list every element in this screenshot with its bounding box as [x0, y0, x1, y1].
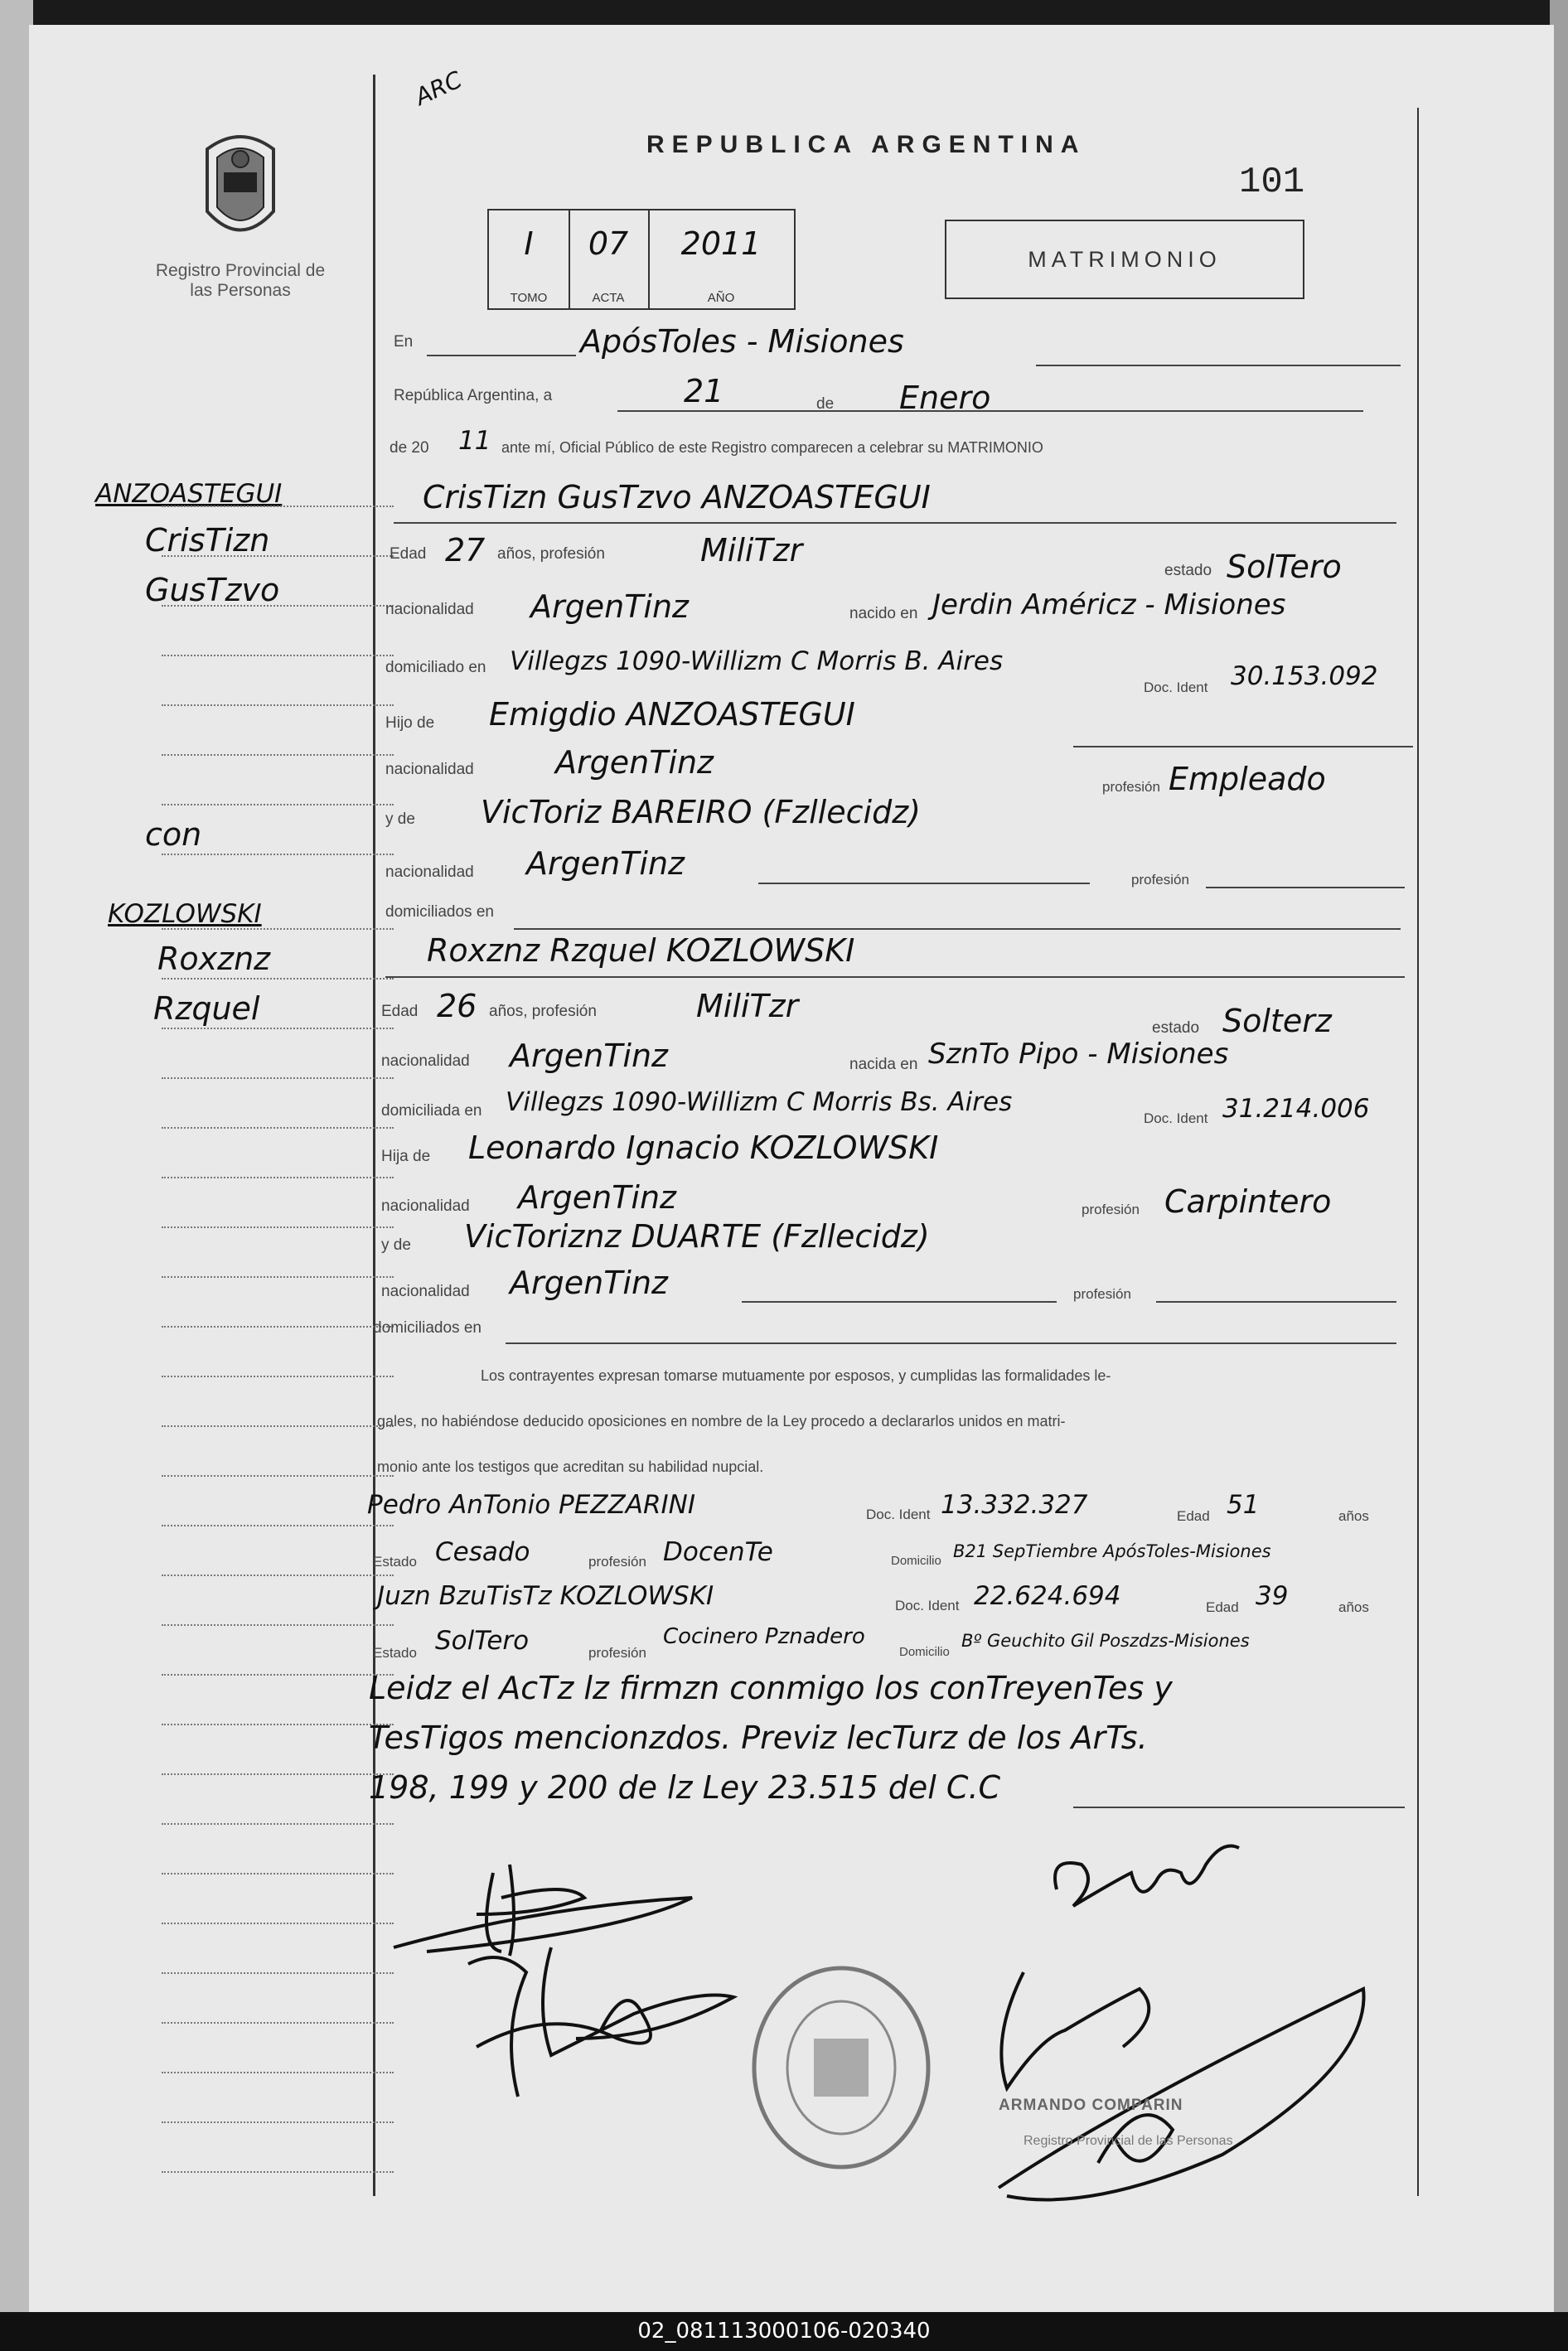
record-type: MATRIMONIO — [1028, 246, 1222, 272]
tomo-caption: TOMO — [510, 291, 548, 305]
label-nacionalidad: nacionalidad — [385, 601, 474, 618]
margin-line — [162, 1475, 394, 1477]
bride-name: Roxznz Rzquel KOZLOWSKI — [427, 932, 855, 969]
registry-seal — [191, 124, 290, 249]
label-witness-edad: Edad — [1206, 1599, 1239, 1615]
margin-line — [162, 2121, 394, 2123]
witness-1-address: B21 SepTiembre ApósToles-Misiones — [953, 1541, 1271, 1561]
witness-1-age: 51 — [1227, 1490, 1260, 1520]
margin-line — [162, 1127, 394, 1129]
label-edad: Edad — [381, 1003, 419, 1020]
label-profesion: profesión — [1073, 1286, 1131, 1302]
margin-with: con — [145, 816, 202, 853]
declaration-line-2: gales, no habiéndose deducido oposiciones en nombre de la Ley procedo a declararlos unidos en matri- — [377, 1413, 1066, 1429]
line — [427, 355, 576, 356]
label-hija-de: Hija de — [381, 1148, 431, 1165]
month: Enero — [899, 380, 991, 416]
margin-line — [162, 1376, 394, 1377]
witness-1-signature — [452, 1931, 750, 2134]
label-y-de: y de — [385, 810, 415, 828]
bride-civil-status: Solterz — [1222, 1003, 1332, 1039]
label-nacionalidad: nacionalidad — [385, 761, 474, 778]
ano-caption: AÑO — [707, 291, 735, 305]
margin-line — [162, 1624, 394, 1626]
margin-line — [162, 854, 394, 855]
margin-line — [162, 978, 394, 980]
margin-bride-given2: Rzquel — [153, 990, 260, 1027]
bride-nationality: ArgenTinz — [510, 1038, 669, 1074]
bride-father-nationality: ArgenTinz — [518, 1179, 677, 1216]
groom-profession: MiliTzr — [700, 532, 803, 568]
label-estado: estado — [1152, 1019, 1200, 1037]
registry-name: Registro Provincial de las Personas — [155, 261, 326, 300]
statement: ante mí, Oficial Público de este Registro comparecen a celebrar su MATRIMONIO — [501, 439, 1043, 456]
acta-value: 07 — [588, 225, 629, 262]
label-domiciliados-en: domiciliados en — [373, 1319, 482, 1337]
groom-mother: VicToriz BAREIRO (Fzllecidz) — [481, 794, 921, 830]
label-witness-domicilio: Domicilio — [899, 1645, 950, 1659]
margin-line — [162, 1425, 394, 1427]
ano-cell — [648, 210, 794, 308]
closing-line-3: 198, 199 y 200 de lz Ley 23.515 del C.C — [369, 1769, 1001, 1806]
witness-1-dni: 13.332.327 — [941, 1490, 1088, 1520]
label-anos-profesion: años, profesión — [497, 545, 605, 563]
label-profesion: profesión — [1082, 1202, 1140, 1217]
margin-line — [162, 1923, 394, 1924]
label-domiciliado-en: domiciliado en — [385, 659, 486, 676]
margin-line — [162, 754, 394, 756]
ano-value: 2011 — [680, 225, 762, 262]
place: ApósToles - Misiones — [580, 323, 904, 360]
margin-line — [162, 1226, 394, 1228]
bride-address: Villegzs 1090-Willizm C Morris Bs. Aires — [506, 1087, 1013, 1117]
margin-line — [162, 928, 394, 930]
margin-line — [162, 1177, 394, 1178]
margin-line — [162, 2022, 394, 2024]
margin-line — [162, 605, 394, 607]
line — [394, 522, 1396, 524]
de-label: de — [816, 395, 835, 413]
label-nacionalidad: nacionalidad — [381, 1283, 470, 1300]
closing-line-1: Leidz el AcTz lz firmzn conmigo los conTreyenTes y — [369, 1670, 1173, 1706]
witness-2-signature — [974, 1939, 1405, 2225]
margin-groom-surname: ANZOASTEGUI — [95, 479, 283, 509]
margin-line — [162, 1674, 394, 1676]
label-nacionalidad: nacionalidad — [381, 1052, 470, 1070]
margin-line — [162, 1326, 394, 1328]
witness-1-civil-status: Cesado — [435, 1537, 530, 1567]
witness-2-address: Bº Geuchito Gil Poszdzs-Misiones — [961, 1631, 1250, 1651]
line — [1206, 887, 1405, 888]
label-nacionalidad: nacionalidad — [381, 1197, 470, 1215]
tomo-value: I — [524, 225, 534, 262]
bride-mother: VicToriznz DUARTE (Fzllecidz) — [464, 1218, 930, 1255]
groom-civil-status: SolTero — [1227, 549, 1342, 585]
label-edad: Edad — [390, 545, 427, 563]
tomo-cell — [489, 210, 570, 308]
margin-line — [162, 2072, 394, 2073]
margin-groom-given1: CrisTizn — [145, 522, 270, 559]
label-witness-doc: Doc. Ident — [895, 1598, 960, 1613]
line — [506, 1342, 1396, 1344]
year-prefix: de 20 — [390, 439, 429, 457]
declaration-line-3: monio ante los testigos que acreditan su habilidad nupcial. — [377, 1458, 764, 1475]
label-y-de: y de — [381, 1236, 411, 1254]
margin-line — [162, 704, 394, 706]
scan-id: 02_081113000106-020340 — [637, 2319, 931, 2344]
line — [742, 1301, 1057, 1303]
label-witness-estado: Estado — [373, 1645, 417, 1661]
bride-age: 26 — [437, 988, 477, 1024]
bride-profession: MiliTzr — [696, 988, 799, 1024]
margin-line — [162, 1276, 394, 1278]
label-anos-profesion: años, profesión — [489, 1003, 597, 1020]
label-witness-edad: Edad — [1177, 1508, 1210, 1524]
stamp-subtitle: Registro Provincial de las Personas — [1024, 2134, 1233, 2148]
label-profesion: profesión — [1131, 872, 1189, 888]
margin-line — [162, 804, 394, 805]
witness-2-age: 39 — [1256, 1581, 1289, 1611]
margin-line — [162, 1575, 394, 1576]
corner-mark: ARC — [410, 65, 467, 111]
groom-nationality: ArgenTinz — [530, 588, 690, 625]
label-nacido-en: nacido en — [849, 605, 918, 622]
margin-groom-given2: GusTzvo — [145, 572, 280, 608]
line — [385, 976, 1405, 978]
record-type-box — [945, 220, 1304, 299]
margin-line — [162, 1972, 394, 1974]
tomo-acta-ano-box — [487, 209, 796, 310]
date-prefix: República Argentina, a — [394, 387, 553, 404]
groom-mother-nationality: ArgenTinz — [526, 845, 685, 882]
margin-line — [162, 1873, 394, 1875]
groom-birthplace: Jerdin Américz - Misiones — [932, 588, 1286, 622]
year-suffix: 11 — [458, 426, 491, 456]
groom-father: Emigdio ANZOASTEGUI — [489, 696, 855, 733]
groom-age: 27 — [445, 532, 486, 568]
groom-name: CrisTizn GusTzvo ANZOASTEGUI — [423, 479, 931, 515]
line — [514, 928, 1401, 930]
witness-2-name: Juzn BzuTisTz KOZLOWSKI — [377, 1581, 714, 1611]
label-witness-domicilio: Domicilio — [891, 1554, 941, 1568]
day: 21 — [684, 373, 724, 409]
groom-dni: 30.153.092 — [1231, 661, 1378, 691]
acta-caption: ACTA — [592, 291, 625, 305]
label-witness-profesion: profesión — [588, 1554, 646, 1570]
line — [1073, 746, 1413, 747]
label-nacionalidad: nacionalidad — [385, 863, 474, 881]
groom-father-nationality: ArgenTinz — [555, 744, 714, 781]
right-border — [1417, 108, 1419, 2196]
label-witness-doc: Doc. Ident — [866, 1507, 931, 1522]
label-domiciliados-en: domiciliados en — [385, 903, 494, 921]
registry-stamp — [746, 1960, 936, 2179]
bride-birthplace: SznTo Pipo - Misiones — [928, 1038, 1229, 1071]
bride-signature — [1040, 1831, 1256, 1935]
line — [1036, 365, 1401, 366]
witness-1-name: Pedro AnTonio PEZZARINI — [367, 1490, 695, 1520]
label-witness-estado: Estado — [373, 1554, 417, 1570]
certificate-page — [29, 25, 1554, 2312]
label-hijo-de: Hijo de — [385, 714, 435, 732]
margin-bride-surname: KOZLOWSKI — [108, 899, 262, 929]
bride-dni: 31.214.006 — [1222, 1094, 1370, 1124]
page-number: 101 — [1239, 162, 1305, 203]
margin-bride-given1: Roxznz — [157, 941, 271, 977]
margin-line — [162, 1724, 394, 1725]
country-title: REPUBLICA ARGENTINA — [646, 131, 1086, 158]
witness-1-profession: DocenTe — [663, 1537, 773, 1567]
label-doc-ident: Doc. Ident — [1144, 1110, 1208, 1126]
label-estado: estado — [1164, 562, 1212, 579]
bride-mother-nationality: ArgenTinz — [510, 1265, 669, 1301]
witness-2-civil-status: SolTero — [435, 1626, 530, 1656]
margin-line — [162, 2171, 394, 2173]
line — [1156, 1301, 1396, 1303]
declaration-line-1: Los contrayentes expresan tomarse mutuamente por esposos, y cumplidas las formalidades le- — [481, 1367, 1111, 1384]
label-witness-anos: años — [1338, 1599, 1369, 1615]
line — [758, 883, 1090, 884]
groom-address: Villegzs 1090-Willizm C Morris B. Aires — [510, 646, 1004, 676]
label-profesion: profesión — [1102, 779, 1160, 795]
margin-line — [162, 1525, 394, 1526]
en-label: En — [394, 333, 414, 351]
witness-2-profession: Cocinero Pznadero — [663, 1624, 865, 1649]
margin-line — [162, 1077, 394, 1079]
acta-cell — [569, 210, 650, 308]
line — [1073, 1807, 1405, 1808]
label-witness-anos: años — [1338, 1508, 1369, 1524]
label-domiciliada-en: domiciliada en — [381, 1102, 482, 1120]
groom-father-profession: Empleado — [1169, 761, 1326, 797]
closing-line-2: TesTigos mencionzdos. Previz lecTurz de los ArTs. — [369, 1720, 1148, 1756]
stamp-name: ARMANDO COMPARIN — [999, 2097, 1183, 2114]
witness-2-dni: 22.624.694 — [974, 1581, 1121, 1611]
line — [617, 410, 1363, 412]
margin-line — [162, 1028, 394, 1029]
bride-father: Leonardo Ignacio KOZLOWSKI — [468, 1130, 939, 1166]
margin-line — [162, 1823, 394, 1825]
ledger-cover-left — [0, 0, 33, 2351]
label-nacida-en: nacida en — [849, 1056, 918, 1073]
margin-line — [162, 1773, 394, 1775]
label-doc-ident: Doc. Ident — [1144, 680, 1208, 695]
margin-line — [162, 555, 394, 557]
margin-line — [162, 506, 394, 507]
bride-father-profession: Carpintero — [1164, 1183, 1332, 1220]
margin-rule — [373, 75, 375, 2196]
label-witness-profesion: profesión — [588, 1645, 646, 1661]
margin-line — [162, 655, 394, 656]
